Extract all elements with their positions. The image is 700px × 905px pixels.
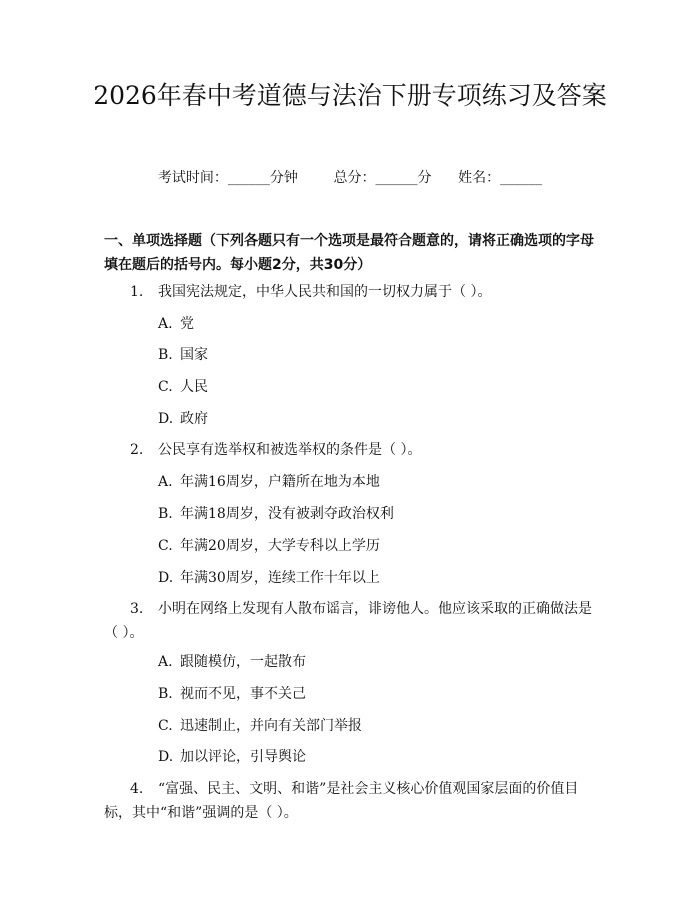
option-1d: D. 政府 — [158, 411, 208, 427]
option-3d: D. 加以评论，引导舆论 — [158, 749, 306, 765]
question-number: 2. — [130, 442, 144, 458]
option-1b: B. 国家 — [158, 347, 208, 363]
option-3b: B. 视而不见，事不关己 — [158, 686, 306, 702]
option-3a: A. 跟随模仿，一起散布 — [158, 654, 306, 670]
question-text: 小明在网络上发现有人散布谣言，诽谤他人。他应该采取的正确做法是（ ）。 — [104, 601, 592, 641]
question-number: 1. — [130, 284, 144, 300]
option-1a: A. 党 — [158, 316, 194, 332]
question-4 — [104, 777, 600, 825]
question-1 — [104, 280, 600, 304]
question-text: 我国宪法规定，中华人民共和国的一切权力属于（ ）。 — [158, 284, 492, 300]
score-blank: ______ — [375, 170, 418, 186]
name-label: 姓名： — [458, 170, 501, 186]
question-text: 公民享有选举权和被选举权的条件是（ ）。 — [158, 442, 422, 458]
option-2a: A. 年满16周岁，户籍所在地为本地 — [158, 474, 380, 490]
option-2b: B. 年满18周岁，没有被剥夺政治权利 — [158, 506, 394, 522]
page-title: 2026年春中考道德与法治下册专项练习及答案 — [93, 81, 607, 110]
score-unit: 分 — [417, 170, 432, 186]
time-blank: ______ — [227, 170, 270, 186]
option-2c: C. 年满20周岁，大学专科以上学历 — [158, 538, 380, 554]
name-blank: ______ — [500, 170, 543, 186]
score-label: 总分： — [333, 170, 376, 186]
question-text: “富强、民主、文明、和谐”是社会主义核心价值观国家层面的价值目标，其中“和谐”强调的是（ ）。 — [104, 781, 579, 821]
option-1c: C. 人民 — [158, 379, 208, 395]
question-number: 3. — [130, 601, 144, 617]
question-3 — [104, 597, 600, 645]
section-heading: 一、单项选择题（下列各题只有一个选项是最符合题意的，请将正确选项的字母填在题后的括号内。每小题2分，共30分） — [104, 233, 594, 273]
time-unit: 分钟 — [269, 170, 298, 186]
question-number: 4. — [130, 781, 144, 797]
option-3c: C. 迅速制止，并向有关部门举报 — [158, 718, 362, 734]
question-2 — [104, 438, 600, 462]
time-label: 考试时间： — [157, 170, 228, 186]
option-2d: D. 年满30周岁，连续工作十年以上 — [158, 570, 380, 586]
